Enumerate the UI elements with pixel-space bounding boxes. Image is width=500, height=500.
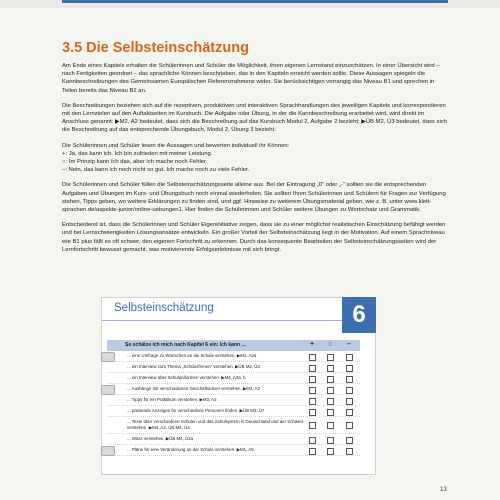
table-row: [107, 373, 360, 384]
checkbox-minus[interactable]: [346, 376, 353, 383]
symbol-minus: –: [347, 341, 351, 348]
checkbox-circle[interactable]: [327, 398, 334, 405]
checkbox-minus[interactable]: [346, 387, 353, 394]
reading-icon: [101, 385, 115, 395]
table-row: [107, 351, 360, 362]
symbol-circle: ○: [328, 341, 333, 348]
row-text: ... ein Interview zum Thema „Schülerfirmen“ verstehen. ▶ÜB M2, Ü3: [127, 364, 260, 369]
rating-minus: –: Nein, das kann ich noch nicht so gut. Ich mache noch zu viele Fehler.: [62, 167, 250, 174]
table-row: [107, 417, 360, 434]
row-text: ... Witze verstehen. ▶ÜB M4, Ü2a: [127, 436, 194, 441]
symbol-plus: +: [310, 341, 315, 348]
checkbox-plus[interactable]: [309, 387, 316, 394]
checkbox-minus[interactable]: [346, 365, 353, 372]
listening-icon: [101, 352, 115, 362]
checkbox-plus[interactable]: [309, 398, 316, 405]
checkbox-plus[interactable]: [309, 448, 316, 455]
checkbox-plus[interactable]: [309, 409, 316, 416]
rating-circle: ○: Im Prinzip kann ich das, aber ich mache noch Fehler.: [62, 159, 208, 166]
assessment-table: [107, 340, 360, 456]
row-text: ... passende Anzeigen für verschiedene Personen finden. ▶ÜB M3, Ü7: [127, 408, 265, 413]
checkbox-circle[interactable]: [327, 354, 334, 361]
row-text: ... Aushänge mit verschiedenen Geschäftsideen verstehen. ▶M2, A2: [127, 386, 260, 391]
checkbox-minus[interactable]: [346, 354, 353, 361]
checkbox-circle[interactable]: [327, 437, 334, 444]
checkbox-plus[interactable]: [309, 376, 316, 383]
checkbox-minus[interactable]: [346, 398, 353, 405]
speaking-icon: [101, 446, 115, 456]
rating-plus: +: Ja, das kann ich. Ich bin zufrieden mit meiner Leistung.: [62, 150, 213, 157]
paragraph-intro: Am Ende eines Kapitels erhalten die Schülerinnen und Schüler die Möglichkeit, ihren eigenen Lernstand einzuschätzen. In einer Übersicht wird – nach Fertigkeiten geordnet – das sprachliche Können beschrieben, das in den Kapiteln erreicht werden sollte. Diese Aussagen spiegeln die Kannbeschreibungen des Gemeinsamen Europäischen Referenzrahmens wider. Sie berücksichtigen vorrangig das Niveau B1 und sprechen in Teilen bereits das Niveau B2 an.: [62, 63, 440, 94]
row-text: ... Pläne für eine Veränderung an der Schule verstehen. ▶M1, A5: [127, 447, 254, 452]
section-title: Die Selbsteinschätzung: [86, 40, 249, 56]
section-number: 3.5: [62, 40, 83, 56]
paragraph-descriptions: Die Beschreibungen beziehen sich auf die rezeptiven, produktiven und interaktiven Sprachhandlungen des jeweiligen Kapitels und korrespondieren mit den Lernzielen auf den Auftaktseiten im Kursbuch. Die Aufgabe oder Übung, in der die Kannbeschreibung erarbeitet wird, wird direkt im Anschluss genannt: ▶M2, A2 bedeutet, dass sich die Beschreibung auf das Kursbuch Modul 2, Aufgabe 2 bezieht; ▶ÜB M2, Ü3 bedeutet, dass sich die Beschreibung auf das entsprechende Übungsbuch, Modul 2, Übung 3 bezieht.: [62, 102, 447, 134]
checkbox-minus[interactable]: [346, 422, 353, 429]
page-number: 13: [440, 487, 447, 493]
assessment-table-header: [107, 340, 360, 351]
checkbox-plus[interactable]: [309, 354, 316, 361]
table-row: [107, 384, 360, 395]
paragraph-self-assessment: Die Schülerinnen und Schüler füllen die Selbsteinschätzungsseite alleine aus. Bei der Eintragung „0“ oder „-“ sollten sie die entsprechenden Aufgaben und Übungen im Kurs- und Übungsbuch noch einmal wiederholen. Sie sollten Ihren Schülerinnen und Schülern für Fragen zur Verfügung stehen, Tipps geben, wo weitere Erklärungen zu finden sind, und ggf. Hinweise zu weiterem Übungsmaterial geben, wie z. B. unter www.klett-sprachen.de/aspekte-junior/online-uebungen1. Hier finden die Schülerinnen und Schüler weitere Übungen zu Wortschatz und Grammatik.: [62, 182, 446, 214]
paragraph-rating-intro: Die Schülerinnen und Schüler lesen die Aussagen und bewerten individuell ihr Können:: [62, 142, 290, 149]
checkbox-plus[interactable]: [309, 422, 316, 429]
table-row: [107, 362, 360, 373]
page-top-rule: [62, 0, 448, 3]
row-text: ... ein Interview über Schuluniformen verstehen. ▶M4, A3a, b: [127, 375, 246, 380]
assessment-question: So schätze ich mich nach Kapitel 6 ein: Ich kann ...: [125, 342, 246, 348]
checkbox-circle[interactable]: [327, 365, 334, 372]
table-row: [107, 445, 360, 456]
paragraph-motivation: Entscheidend ist, dass die Schülerinnen und Schüler Eigeninitiative zeigen, dass sie zu einer möglichst realistischen Einschätzung befähigt werden und bei Lernschwierigkeiten Lösungsansätze entwickeln. Ein großer Vorteil der Selbsteinschätzung liegt in der Motivation. Auf einem Sprachniveau wie B1 plus fällt es oft schwer, den eigenen Fortschritt zu erkennen. Durch das konsequente Bearbeiten der Selbsteinschätzungsseiten wird der Lernfortschritt bewusst gemacht, was motivierende Erfolgserlebnisse mit sich bringt.: [62, 222, 446, 253]
self-assessment-panel: [101, 297, 376, 475]
checkbox-circle[interactable]: [327, 409, 334, 416]
chapter-badge: 6: [342, 297, 376, 333]
panel-title: Selbsteinschätzung: [114, 302, 214, 314]
checkbox-plus[interactable]: [309, 365, 316, 372]
table-row: [107, 406, 360, 417]
panel-header: [102, 298, 342, 321]
table-row: [107, 434, 360, 445]
checkbox-circle[interactable]: [327, 422, 334, 429]
table-row: [107, 395, 360, 406]
checkbox-circle[interactable]: [327, 376, 334, 383]
row-text: ... eine Umfrage zu Wünschen an die Schule verstehen. ▶M1, A2a: [127, 353, 257, 358]
checkbox-circle[interactable]: [327, 448, 334, 455]
checkbox-minus[interactable]: [346, 409, 353, 416]
main-content: [62, 40, 448, 261]
row-text: ... Tipps für ein Praktikum verstehen. ▶M3, A2: [127, 397, 217, 402]
checkbox-minus[interactable]: [346, 448, 353, 455]
row-text: ... Texte über verschiedene Schulen und das Schulsystem in Deutschland und der Schweiz verstehen. ▶M4, A2, ÜB M4, Ü4: [127, 419, 304, 430]
checkbox-plus[interactable]: [309, 437, 316, 444]
section-heading: [62, 40, 448, 56]
checkbox-minus[interactable]: [346, 437, 353, 444]
checkbox-circle[interactable]: [327, 387, 334, 394]
